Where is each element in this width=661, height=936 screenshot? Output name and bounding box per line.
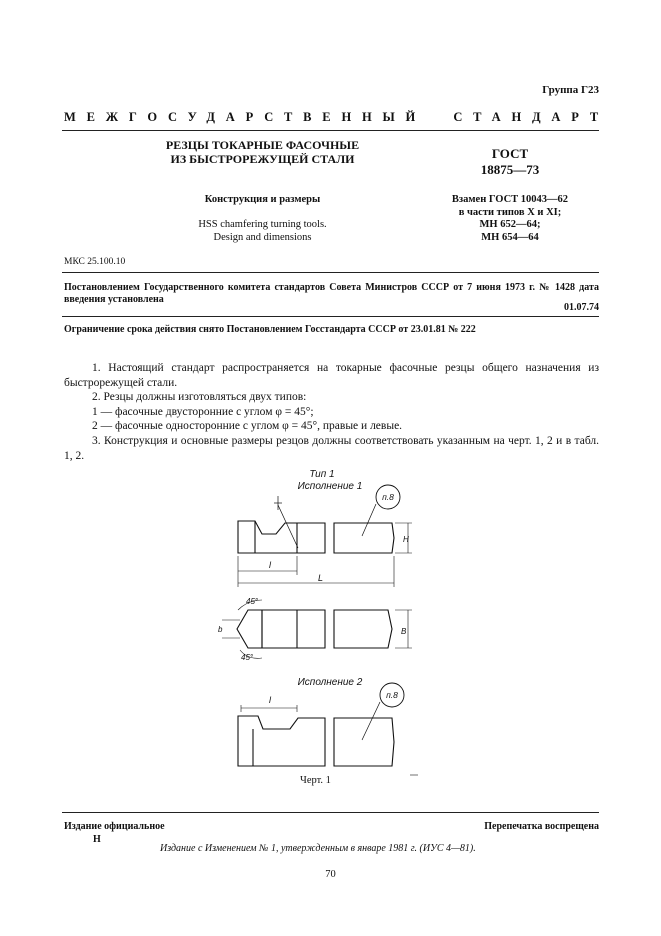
- tool-exec2-head: [238, 716, 325, 766]
- english-title-line-2: Design and dimensions: [213, 231, 312, 243]
- tool-exec2-shank: [334, 718, 394, 766]
- execution-2-label: Исполнение 2: [297, 677, 363, 688]
- title-line-2: ИЗ БЫСТРОРЕЖУЩЕЙ СТАЛИ: [170, 152, 355, 166]
- reference-leader-1: [362, 504, 376, 536]
- paragraph-2: 2. Резцы должны изготовляться двух типов:: [92, 391, 307, 404]
- decree-text: Постановлением Государственного комитета стандартов Совета Министров СССР от 7 июня 1973 г. № 1428 дата введения установлена: [64, 282, 599, 305]
- paragraph-5: 3. Конструкция и основные размеры резцов должны соответствовать указанным на черт. 1, 2 и в табл. 1, 2.: [64, 434, 599, 462]
- figure-caption: Черт. 1: [300, 775, 331, 786]
- reference-1-label: п.8: [382, 492, 394, 502]
- limitation-note: Ограничение срока действия снято Постановлением Госстандарта СССР от 23.01.81 № 222: [64, 324, 476, 335]
- dim-b-label: B: [401, 627, 407, 636]
- paragraph-1: 1. Настоящий стандарт распространяется на токарные фасочные резцы общего назначения из быстрорежущей стали.: [64, 362, 599, 389]
- replaces-line-2: в части типов X и XI;: [458, 206, 562, 218]
- dim-l-label: l: [269, 560, 271, 570]
- dim-h-label: H: [403, 535, 409, 544]
- edition-official: Издание официальное: [64, 821, 165, 832]
- paragraph-3: 1 — фасочные двусторонние с углом φ = 45°;: [92, 405, 314, 418]
- tool-side-view-head: [238, 521, 325, 553]
- footer-rule: [62, 812, 599, 813]
- reprint-notice: Перепечатка воспрещена: [484, 821, 599, 832]
- gost-number: 18875—73: [480, 162, 540, 177]
- execution-1-label: Исполнение 1: [297, 481, 363, 492]
- banner-standard: СТАНДАРТ: [453, 110, 609, 124]
- document-subtitle: Конструкция и размеры: [204, 194, 321, 205]
- replaces-line-4: МН 654—64: [481, 231, 539, 243]
- type-label: Тип 1: [309, 469, 335, 480]
- replaces-line-1: Взамен ГОСТ 10043—62: [451, 194, 569, 205]
- leader-line-1: [278, 505, 298, 548]
- tool-side-view-shank: [334, 523, 394, 553]
- group-code: Группа Г23: [542, 84, 599, 96]
- tool-top-view-head: [237, 610, 262, 648]
- reference-2-label: п.8: [386, 690, 398, 700]
- dim-L-label: L: [318, 573, 324, 583]
- gost-code: ГОСТ: [491, 146, 529, 161]
- english-title-line-1: HSS chamfering turning tools.: [198, 219, 327, 230]
- amendment-note: Издание с Изменением № 1, утвержденным в январе 1981 г. (ИУС 4—81).: [160, 843, 476, 854]
- introduction-date: 01.07.74: [564, 302, 599, 313]
- page-number: 70: [325, 869, 336, 880]
- mks-code: МКС 25.100.10: [64, 257, 126, 267]
- dim-l2-label: l: [269, 695, 271, 705]
- tool-top-view-body: [262, 610, 325, 648]
- paragraph-4: 2 — фасочные односторонние с углом φ = 45°, правые и левые.: [92, 420, 403, 433]
- banner-interstate: МЕЖГОСУДАРСТВЕННЫЙ: [64, 110, 427, 124]
- angle-2-label: 45°: [241, 653, 254, 662]
- edition-mark: Н: [93, 834, 101, 845]
- angle-1-label: 45°: [246, 597, 259, 606]
- replaces-line-3: МН 652—64;: [479, 219, 541, 230]
- tool-top-view-shank: [334, 610, 392, 648]
- dim-small-b-label: b: [218, 625, 223, 634]
- title-line-1: РЕЗЦЫ ТОКАРНЫЕ ФАСОЧНЫЕ: [165, 138, 360, 152]
- reference-leader-2: [362, 702, 380, 740]
